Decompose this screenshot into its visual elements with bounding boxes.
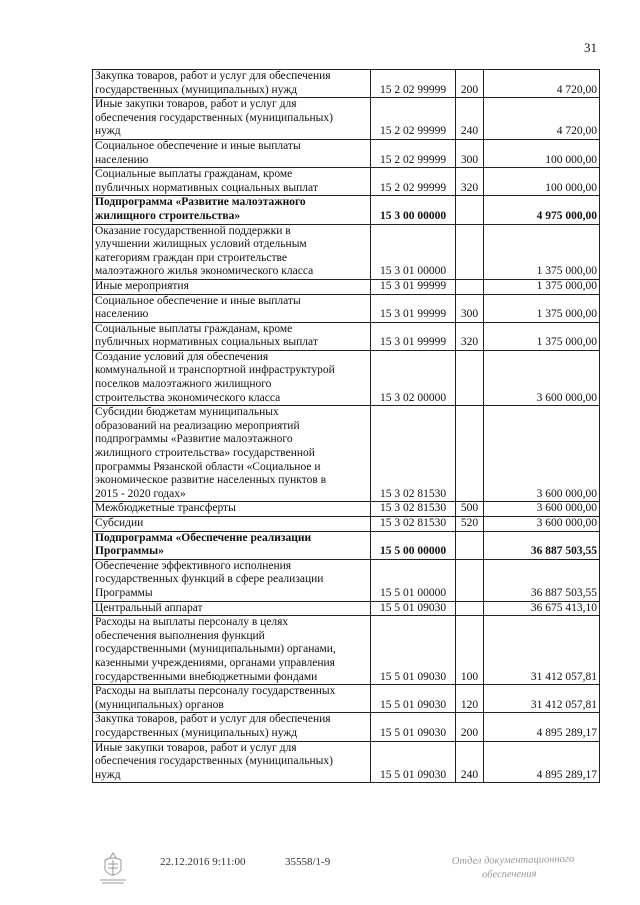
row-type-cell bbox=[456, 350, 484, 405]
row-name-cell: Оказание государственной поддержки в улучшении жилищных условий отдельным категориям граждан при строительстве малоэтажного жилья экономического класса bbox=[93, 224, 371, 279]
row-type-cell: 300 bbox=[456, 294, 484, 322]
row-type-cell bbox=[456, 279, 484, 294]
footer-stamp-line: обеспечения bbox=[482, 868, 537, 881]
table-row bbox=[93, 685, 600, 713]
row-name-cell: Иные закупки товаров, работ и услуг для обеспечения государственных (муниципальных) нужд bbox=[93, 741, 371, 783]
table-row bbox=[93, 559, 600, 601]
row-amount-cell: 4 720,00 bbox=[484, 98, 600, 140]
row-name-cell: Иные закупки товаров, работ и услуг для обеспечения государственных (муниципальных) нужд bbox=[93, 98, 371, 140]
row-name-cell: Социальные выплаты гражданам, кроме публичных нормативных социальных выплат bbox=[93, 168, 371, 196]
table-row bbox=[93, 502, 600, 517]
row-amount-cell: 31 412 057,81 bbox=[484, 616, 600, 685]
row-name-cell: Центральный аппарат bbox=[93, 601, 371, 616]
row-name-cell: Социальное обеспечение и иные выплаты населению bbox=[93, 294, 371, 322]
row-name-cell: Расходы на выплаты персоналу в целях обеспечения выполнения функций государственными (муниципальными) органами, казенными учреждениями, органами управления государственными внебюджетными фондами bbox=[93, 616, 371, 685]
row-amount-cell: 1 375 000,00 bbox=[484, 224, 600, 279]
row-name-cell: Обеспечение эффективного исполнения государственных функций в сфере реализации Программы bbox=[93, 559, 371, 601]
row-amount-cell: 3 600 000,00 bbox=[484, 350, 600, 405]
row-code-cell: 15 2 02 99999 bbox=[371, 70, 456, 98]
row-code-cell: 15 3 02 81530 bbox=[371, 406, 456, 502]
budget-table bbox=[92, 69, 600, 783]
row-code-cell: 15 3 01 99999 bbox=[371, 294, 456, 322]
row-type-cell bbox=[456, 559, 484, 601]
table-row bbox=[93, 168, 600, 196]
row-amount-cell: 1 375 000,00 bbox=[484, 279, 600, 294]
row-code-cell: 15 2 02 99999 bbox=[371, 168, 456, 196]
row-code-cell: 15 3 02 00000 bbox=[371, 350, 456, 405]
row-amount-cell: 31 412 057,81 bbox=[484, 685, 600, 713]
row-amount-cell: 4 975 000,00 bbox=[484, 196, 600, 224]
table-row bbox=[93, 98, 600, 140]
row-name-cell: Закупка товаров, работ и услуг для обеспечения государственных (муниципальных) нужд bbox=[93, 70, 371, 98]
row-amount-cell: 3 600 000,00 bbox=[484, 502, 600, 517]
row-type-cell bbox=[456, 531, 484, 559]
row-name-cell: Закупка товаров, работ и услуг для обеспечения государственных (муниципальных) нужд bbox=[93, 713, 371, 741]
row-amount-cell: 100 000,00 bbox=[484, 168, 600, 196]
row-code-cell: 15 5 01 09030 bbox=[371, 601, 456, 616]
row-amount-cell: 4 895 289,17 bbox=[484, 713, 600, 741]
table-row bbox=[93, 139, 600, 167]
row-code-cell: 15 3 02 81530 bbox=[371, 517, 456, 532]
table-row bbox=[93, 741, 600, 783]
row-type-cell: 300 bbox=[456, 139, 484, 167]
footer-stamp-line: Отдел документационного bbox=[451, 853, 575, 868]
table-row bbox=[93, 294, 600, 322]
row-type-cell: 320 bbox=[456, 168, 484, 196]
row-type-cell: 200 bbox=[456, 713, 484, 741]
table-row bbox=[93, 196, 600, 224]
row-amount-cell: 100 000,00 bbox=[484, 139, 600, 167]
row-type-cell bbox=[456, 224, 484, 279]
row-code-cell: 15 2 02 99999 bbox=[371, 98, 456, 140]
row-code-cell: 15 2 02 99999 bbox=[371, 139, 456, 167]
row-type-cell: 240 bbox=[456, 741, 484, 783]
row-amount-cell: 4 895 289,17 bbox=[484, 741, 600, 783]
table-row bbox=[93, 713, 600, 741]
row-type-cell: 520 bbox=[456, 517, 484, 532]
table-row bbox=[93, 70, 600, 98]
row-code-cell: 15 3 01 00000 bbox=[371, 224, 456, 279]
row-type-cell: 500 bbox=[456, 502, 484, 517]
row-type-cell: 120 bbox=[456, 685, 484, 713]
row-amount-cell: 3 600 000,00 bbox=[484, 517, 600, 532]
row-type-cell: 200 bbox=[456, 70, 484, 98]
row-type-cell bbox=[456, 601, 484, 616]
row-amount-cell: 36 675 413,10 bbox=[484, 601, 600, 616]
table-row bbox=[93, 224, 600, 279]
row-amount-cell: 3 600 000,00 bbox=[484, 406, 600, 502]
row-type-cell: 100 bbox=[456, 616, 484, 685]
row-code-cell: 15 3 02 81530 bbox=[371, 502, 456, 517]
table-row bbox=[93, 616, 600, 685]
row-name-cell: Иные мероприятия bbox=[93, 279, 371, 294]
footer-stamp bbox=[452, 853, 575, 883]
table-body bbox=[93, 70, 600, 783]
table-row bbox=[93, 531, 600, 559]
footer-date: 22.12.2016 9:11:00 bbox=[160, 856, 246, 868]
row-code-cell: 15 3 00 00000 bbox=[371, 196, 456, 224]
row-name-cell: Подпрограмма «Развитие малоэтажного жилищного строительства» bbox=[93, 196, 371, 224]
row-name-cell: Социальное обеспечение и иные выплаты населению bbox=[93, 139, 371, 167]
row-code-cell: 15 5 01 00000 bbox=[371, 559, 456, 601]
row-code-cell: 15 5 00 00000 bbox=[371, 531, 456, 559]
row-name-cell: Субсидии бюджетам муниципальных образований на реализацию мероприятий подпрограммы «Развитие малоэтажного жилищного строительства» государственной программы Рязанской области «Социальное и экономическое развитие населенных пунктов в 2015 - 2020 годах» bbox=[93, 406, 371, 502]
row-name-cell: Субсидии bbox=[93, 517, 371, 532]
row-amount-cell: 36 887 503,55 bbox=[484, 559, 600, 601]
row-type-cell: 320 bbox=[456, 322, 484, 350]
row-name-cell: Создание условий для обеспечения коммунальной и транспортной инфраструктурой поселков малоэтажного жилищного строительства экономического класса bbox=[93, 350, 371, 405]
table-row bbox=[93, 517, 600, 532]
row-code-cell: 15 3 01 99999 bbox=[371, 279, 456, 294]
row-code-cell: 15 3 01 99999 bbox=[371, 322, 456, 350]
row-name-cell: Межбюджетные трансферты bbox=[93, 502, 371, 517]
table-row bbox=[93, 601, 600, 616]
page-footer bbox=[0, 853, 640, 896]
row-amount-cell: 1 375 000,00 bbox=[484, 294, 600, 322]
row-type-cell bbox=[456, 196, 484, 224]
row-name-cell: Социальные выплаты гражданам, кроме публичных нормативных социальных выплат bbox=[93, 322, 371, 350]
footer-document-number: 35558/1-9 bbox=[285, 856, 331, 868]
table-row bbox=[93, 279, 600, 294]
table-row bbox=[93, 406, 600, 502]
row-amount-cell: 4 720,00 bbox=[484, 70, 600, 98]
coat-of-arms-icon bbox=[96, 850, 130, 886]
row-amount-cell: 1 375 000,00 bbox=[484, 322, 600, 350]
table-row bbox=[93, 322, 600, 350]
row-code-cell: 15 5 01 09030 bbox=[371, 616, 456, 685]
row-code-cell: 15 5 01 09030 bbox=[371, 741, 456, 783]
row-name-cell: Подпрограмма «Обеспечение реализации Программы» bbox=[93, 531, 371, 559]
page-number: 31 bbox=[584, 40, 597, 55]
row-name-cell: Расходы на выплаты персоналу государственных (муниципальных) органов bbox=[93, 685, 371, 713]
row-type-cell bbox=[456, 406, 484, 502]
row-code-cell: 15 5 01 09030 bbox=[371, 713, 456, 741]
row-amount-cell: 36 887 503,55 bbox=[484, 531, 600, 559]
row-code-cell: 15 5 01 09030 bbox=[371, 685, 456, 713]
table-row bbox=[93, 350, 600, 405]
row-type-cell: 240 bbox=[456, 98, 484, 140]
